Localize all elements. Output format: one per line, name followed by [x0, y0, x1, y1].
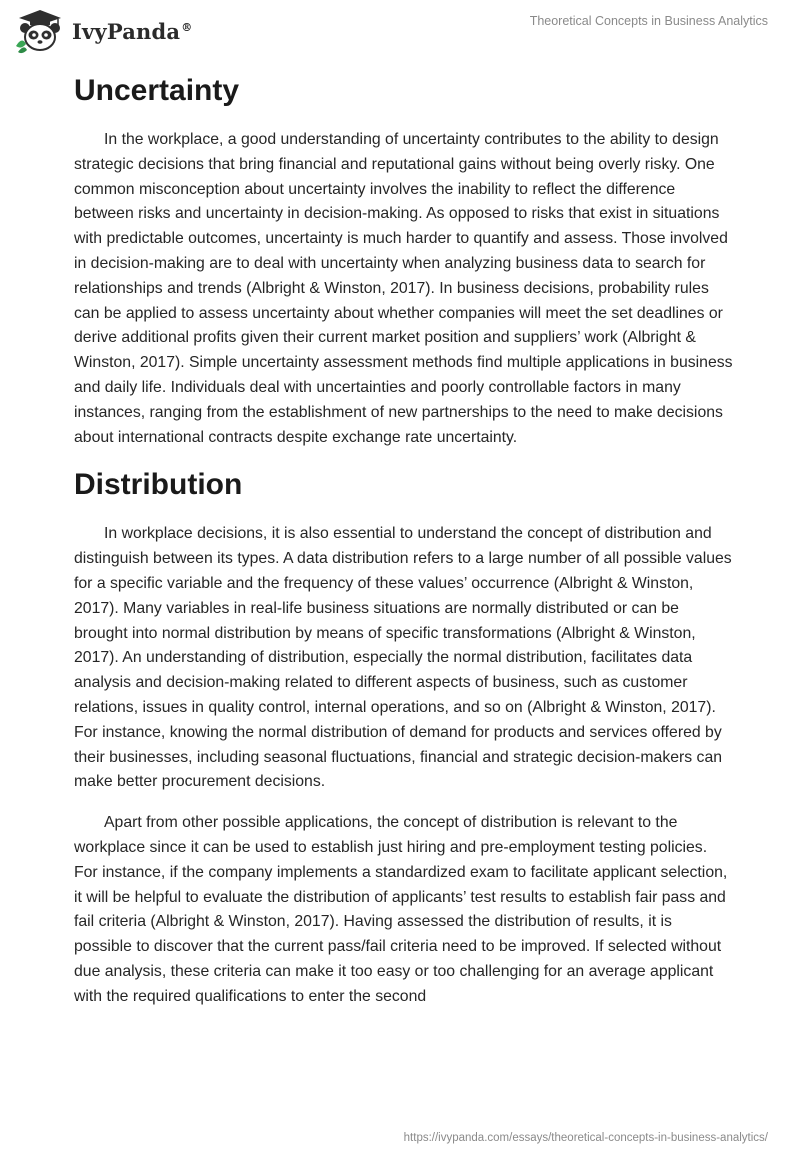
page-header — [0, 0, 800, 60]
section-heading-distribution: Distribution — [74, 468, 243, 502]
panda-graduate-icon — [14, 8, 66, 54]
logo-text: IvyPanda® — [72, 18, 193, 44]
section-heading-uncertainty: Uncertainty — [74, 74, 240, 107]
paragraph: Apart from other possible applications, the concept of distribution is relevant to the workplace since it can be used to establish just hiring and pre-employment testing policies. For instance, if the company implements a standardized exam to facilitate applicant selection, it will be helpful to evaluate the distribution of applicants’ test results to establish fair pass and fail criteria (Albright & Winston, 2017). Having assessed the distribution of results, it is possible to discover that the current pass/fail criteria need to be improved. If selected without due analysis, these criteria can make it too easy or too challenging for an average applicant with the required qualifications to enter the second — [74, 814, 728, 1005]
document-title: Theoretical Concepts in Business Analytics — [529, 14, 768, 28]
paragraph: In the workplace, a good understanding of uncertainty contributes to the ability to design strategic decisions that bring financial and reputational gains without being overly risky. One common misconception about uncertainty involves the inability to reflect the difference between risks and uncertainty in decision-making. As opposed to risks that exist in situations with predictable outcomes, uncertainty is much harder to quantify and assess. Those involved in decision-making are to deal with uncertainty when analyzing business data to search for relationships and trends (Albright & Winston, 2017). In business decisions, probability rules can be applied to assess uncertainty about whether companies will meet the set deadlines or derive additional profits given their current market position and suppliers’ work (Albright & Winston, 2017). Simple uncertainty assessment methods find multiple applications in business and daily life. Individuals deal with uncertainties and poorly controllable factors in many instances, ranging from the establishment of new partnerships to the need to make decisions about international contracts despite exchange rate uncertainty. — [74, 131, 733, 446]
essay-content — [74, 70, 734, 1010]
ivypanda-logo[interactable] — [14, 8, 192, 54]
paragraph: In workplace decisions, it is also essential to understand the concept of distribution and distinguish between its types. A data distribution refers to a large number of all possible values for a specific variable and the frequency of these values’ occurrence (Albright & Winston, 2017). Many variables in real-life business situations are normally distributed or can be brought into normal distribution by means of specific transformations (Albright & Winston, 2017). An understanding of distribution, especially the normal distribution, facilitates data analysis and decision-making related to different aspects of business, such as customer relations, issues in quality control, internal operations, and so on (Albright & Winston, 2017). For instance, knowing the normal distribution of demand for products and services offered by their businesses, including seasonal fluctuations, financial and strategic decision-makers can make better procurement decisions. — [74, 525, 732, 791]
source-url[interactable]: https://ivypanda.com/essays/theoretical-concepts-in-business-analytics/ — [403, 1132, 768, 1144]
